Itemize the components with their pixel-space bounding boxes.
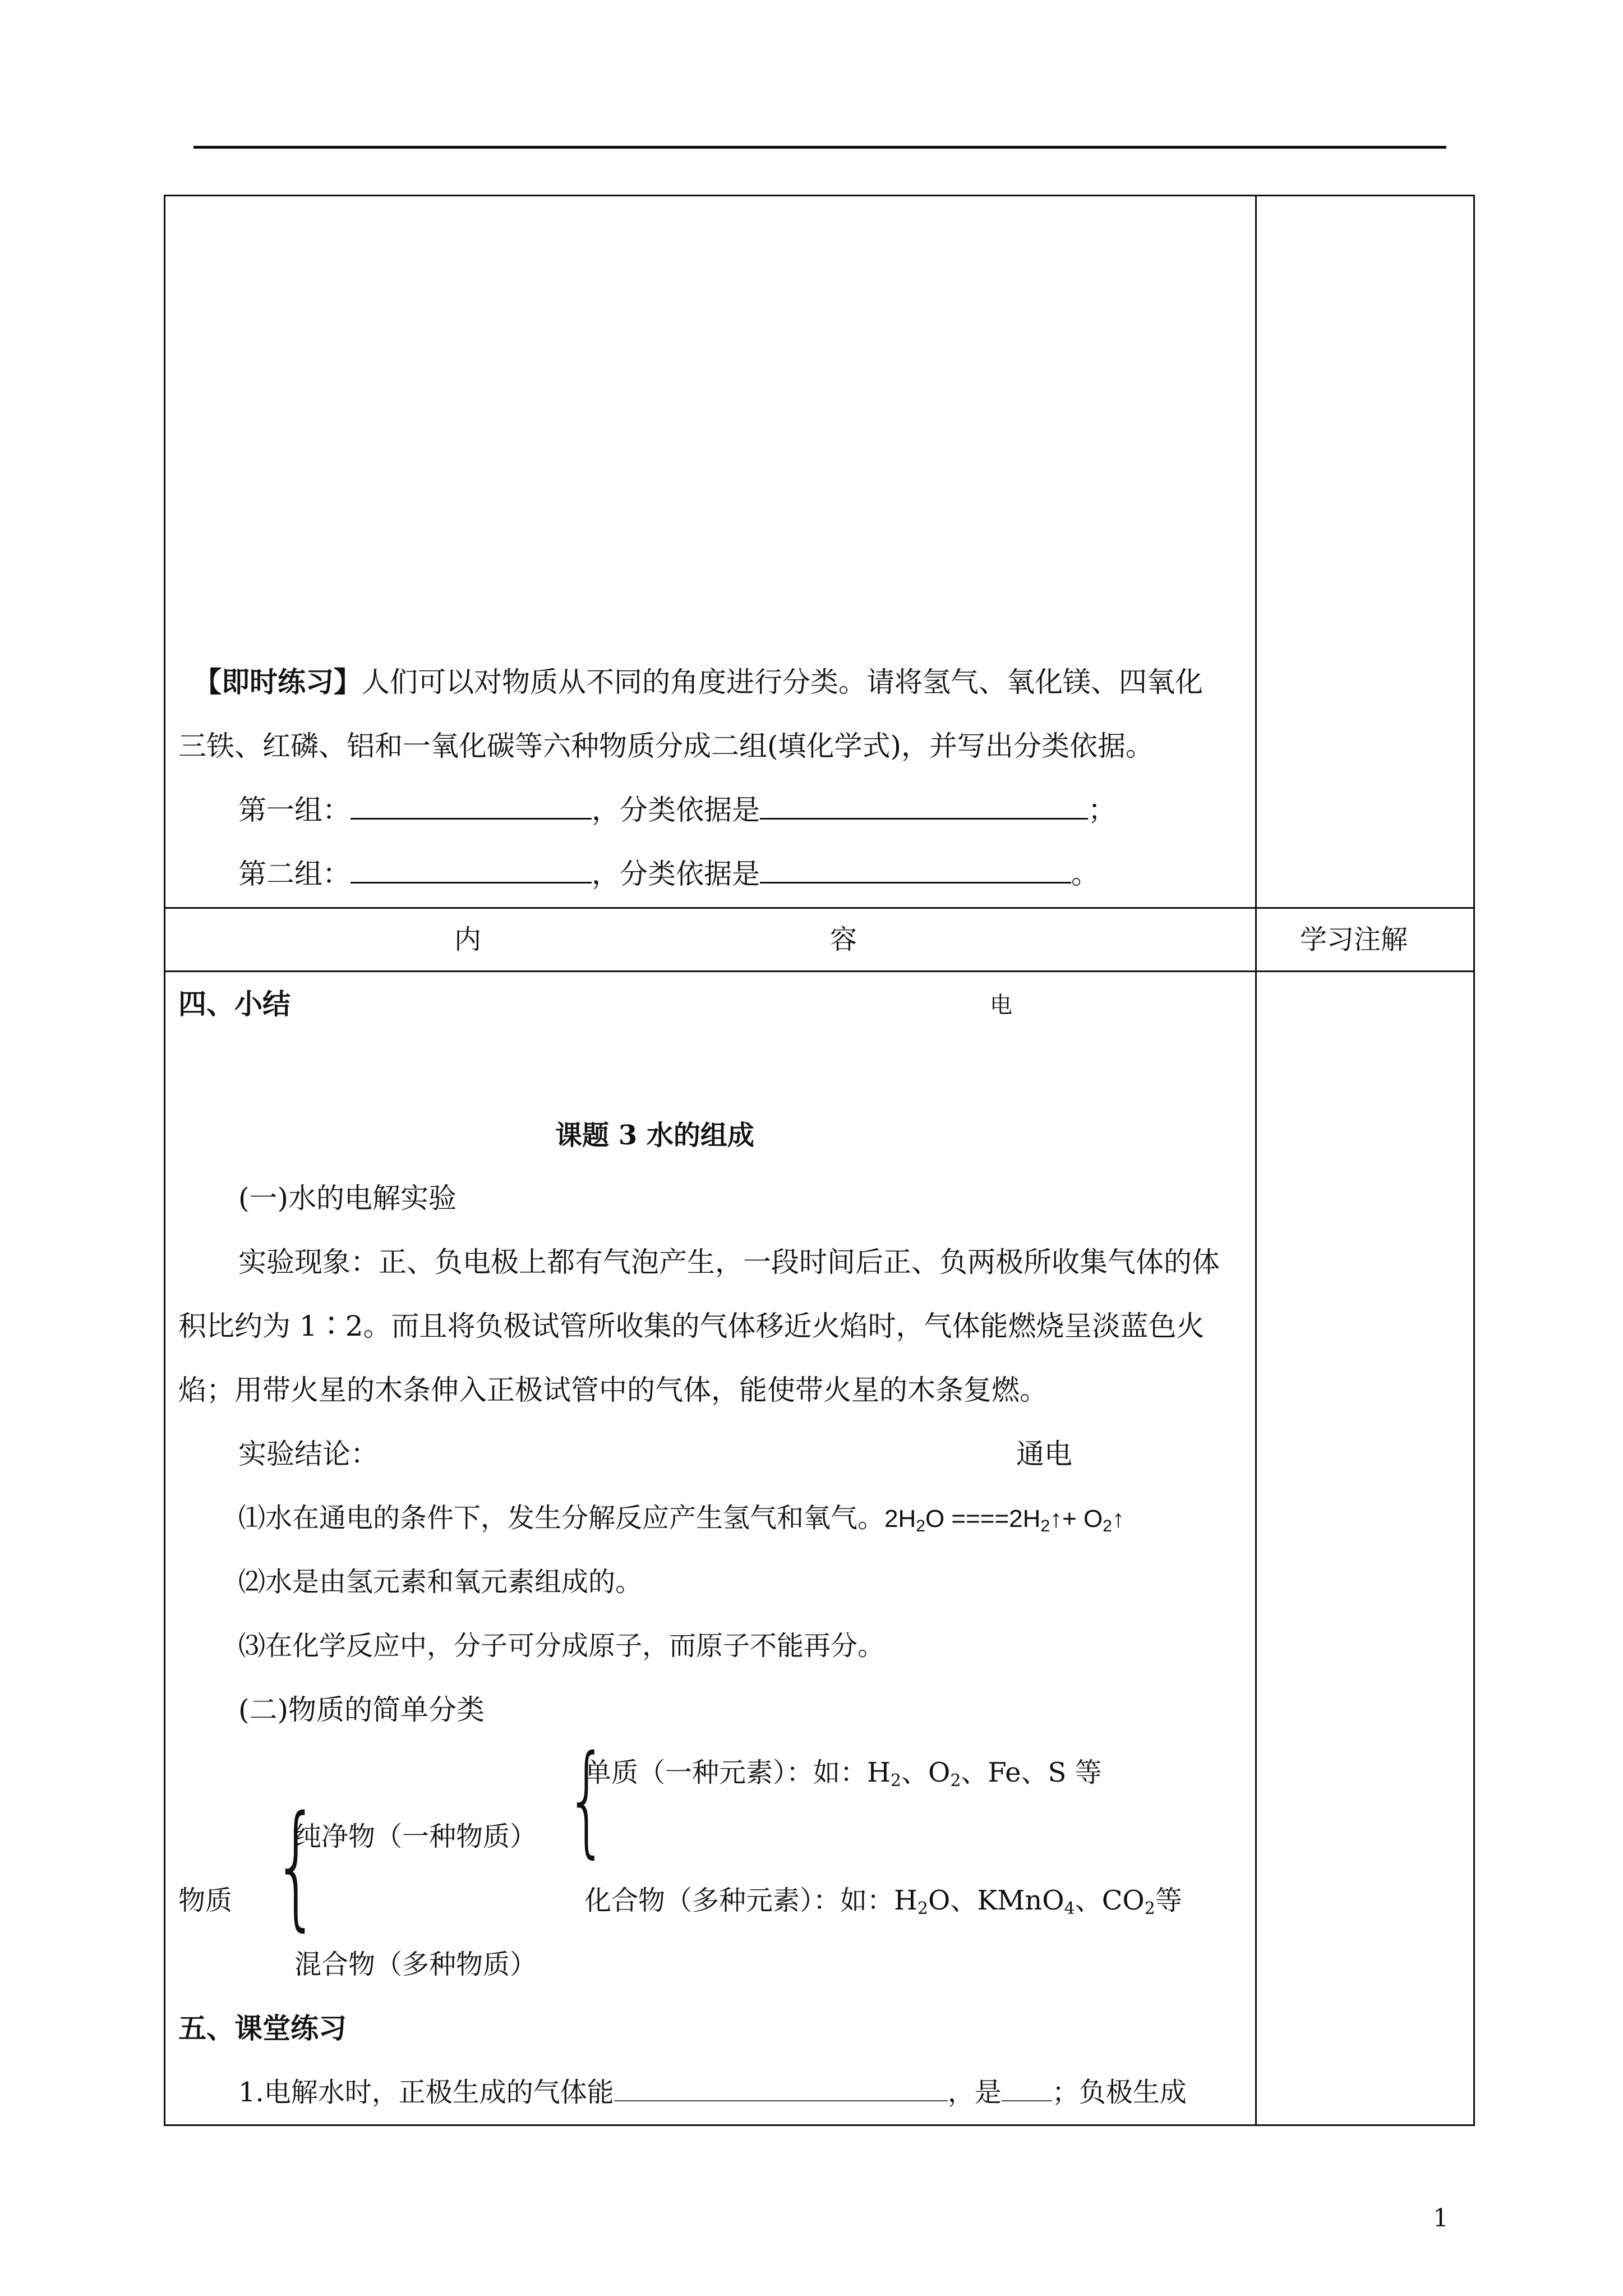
eq-part-d: ↑ bbox=[1112, 1505, 1124, 1533]
table-bottom-border bbox=[164, 2124, 1475, 2126]
compound-text-2: O、KMnO bbox=[928, 1885, 1064, 1916]
page-number: 1 bbox=[1433, 2204, 1449, 2233]
header-content-char1: 内 bbox=[454, 924, 482, 955]
lesson-title: 课题 3 水的组成 bbox=[555, 1120, 754, 1151]
element-compound-brace: { bbox=[565, 1729, 608, 1870]
compound-sub-1: 2 bbox=[917, 1899, 928, 1918]
q1-blank-2[interactable] bbox=[1002, 2078, 1052, 2101]
reaction-condition: 通电 bbox=[1016, 1438, 1072, 1470]
header-notes: 学习注解 bbox=[1300, 924, 1408, 955]
element-line bbox=[584, 1756, 1102, 1789]
group1-end-punct: ； bbox=[1088, 794, 1116, 826]
group1-basis-label: ，分类依据是 bbox=[592, 794, 760, 826]
table-row-divider-1 bbox=[164, 907, 1475, 909]
q1-blank-1[interactable] bbox=[614, 2078, 948, 2101]
header-content-char2: 容 bbox=[830, 924, 857, 955]
practice-intro-text: 人们可以对物质从不同的角度进行分类。请将氢气、氧化镁、四氧化 bbox=[362, 666, 1203, 698]
conclusion-1-text: ⑴水在通电的条件下，发生分解反应产生氢气和氧气。 bbox=[238, 1502, 885, 1534]
phenomenon-line3: 焰；用带火星的木条伸入正极试管中的气体，能使带火星的木条复燃。 bbox=[178, 1374, 1048, 1406]
eq-part-b: O ====2H bbox=[925, 1505, 1041, 1533]
compound-text: 化合物（多种元素）：如：H bbox=[584, 1885, 917, 1916]
group2-end-punct: 。 bbox=[1071, 858, 1099, 890]
eq-sub-2: 2 bbox=[1040, 1517, 1050, 1535]
q1-text-a: 1.电解水时，正极生成的气体能 bbox=[238, 2077, 614, 2108]
compound-sub-2: 4 bbox=[1064, 1899, 1075, 1918]
group1-basis-blank[interactable] bbox=[760, 795, 1088, 820]
element-text-3: 、Fe、S 等 bbox=[961, 1757, 1102, 1788]
conclusion-2: ⑵水是由氢元素和氧元素组成的。 bbox=[238, 1566, 643, 1598]
stray-character: 电 bbox=[990, 992, 1012, 1018]
element-text-2: 、O bbox=[901, 1757, 951, 1788]
group1-answer-blank[interactable] bbox=[351, 795, 592, 820]
conclusion-1 bbox=[238, 1501, 1124, 1536]
matter-label: 物质 bbox=[178, 1885, 233, 1916]
compound-line bbox=[584, 1884, 1182, 1917]
pure-substance: 纯净物（一种物质） bbox=[294, 1821, 537, 1852]
group2-basis-blank[interactable] bbox=[760, 859, 1071, 884]
practice-group1-row bbox=[238, 793, 1116, 827]
summary-heading: 四、小结 bbox=[178, 987, 291, 1020]
compound-text-4: 等 bbox=[1155, 1885, 1182, 1916]
conclusion-3: ⑶在化学反应中，分子可分成原子，而原子不能再分。 bbox=[238, 1630, 885, 1662]
practice-paragraph-line1 bbox=[193, 665, 1203, 699]
table-right-border bbox=[1473, 195, 1475, 2126]
table-top-border bbox=[164, 195, 1475, 196]
electrolysis-equation bbox=[884, 1505, 1124, 1533]
exercise-heading: 五、课堂练习 bbox=[178, 2012, 347, 2045]
element-sub-2: 2 bbox=[950, 1771, 961, 1791]
q1-text-b: ，是 bbox=[947, 2077, 1002, 2108]
section2-title: (二)物质的简单分类 bbox=[238, 1694, 485, 1726]
compound-sub-3: 2 bbox=[1144, 1899, 1155, 1918]
group2-answer-blank[interactable] bbox=[351, 859, 592, 884]
phenomenon-line2: 积比约为 1∶2。而且将负极试管所收集的气体移近火焰时，气体能燃烧呈淡蓝色火 bbox=[178, 1310, 1205, 1342]
eq-part-c: ↑+ O bbox=[1050, 1505, 1103, 1533]
q1-text-c: ；负极生成 bbox=[1052, 2077, 1187, 2108]
conclusion-label: 实验结论： bbox=[238, 1438, 379, 1470]
group2-basis-label: ，分类依据是 bbox=[592, 858, 760, 890]
eq-part-a: 2H bbox=[884, 1505, 916, 1533]
mixture: 混合物（多种物质） bbox=[294, 1949, 537, 1980]
practice-heading: 【即时练习】 bbox=[193, 665, 362, 698]
section1-title: (一)水的电解实验 bbox=[238, 1182, 457, 1214]
element-sub-1: 2 bbox=[890, 1771, 901, 1791]
header-rule bbox=[193, 146, 1446, 149]
practice-paragraph-line2: 三铁、红磷、铝和一氧化碳等六种物质分成二组(填化学式)，并写出分类依据。 bbox=[178, 730, 1154, 762]
table-row-divider-2 bbox=[164, 970, 1475, 972]
table-left-border bbox=[164, 195, 165, 2126]
exercise-q1 bbox=[238, 2076, 1187, 2109]
group2-label: 第二组： bbox=[238, 858, 351, 890]
element-text: 单质（一种元素）：如：H bbox=[584, 1757, 891, 1788]
compound-text-3: 、CO bbox=[1075, 1885, 1145, 1916]
practice-group2-row bbox=[238, 857, 1099, 891]
eq-sub-3: 2 bbox=[1103, 1517, 1112, 1535]
pure-mixture-brace: { bbox=[273, 1787, 320, 1944]
group1-label: 第一组： bbox=[238, 794, 351, 826]
table-column-divider bbox=[1255, 195, 1257, 2126]
eq-sub-1: 2 bbox=[916, 1517, 925, 1535]
phenomenon-line1: 实验现象：正、负电极上都有气泡产生，一段时间后正、负两极所收集气体的体 bbox=[238, 1246, 1220, 1278]
